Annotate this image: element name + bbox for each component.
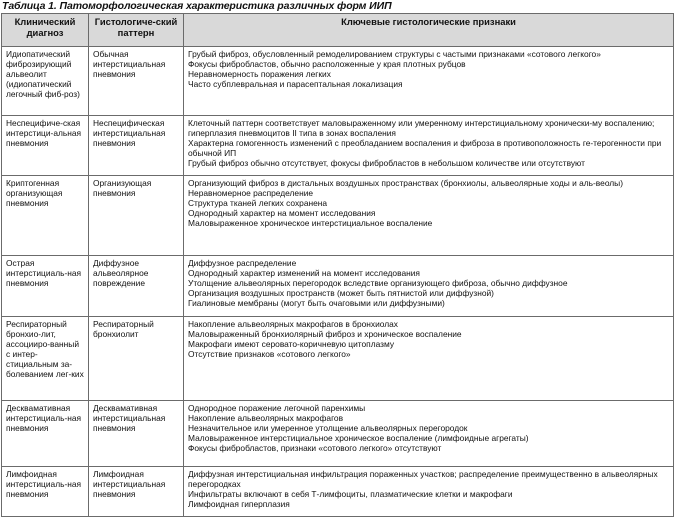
signs-cell (184, 116, 674, 176)
pattern-cell: Диффузное альвеолярное повреждение (89, 256, 184, 317)
sign-line: Структура тканей легких сохранена (188, 198, 328, 209)
sign-line: Организация воздушных пространств (может быть пятнистой или диффузной) (188, 288, 494, 299)
sign-line: Макрофаги имеют серовато-коричневую цитоплазму (188, 339, 395, 350)
sign-line: Однородный характер изменений на момент исследования (188, 268, 420, 279)
sign-line: Часто субплевральная и парасептальная локализация (188, 79, 403, 90)
sign-line: Диффузное распределение (188, 258, 297, 268)
diagnosis-cell: Идиопатический фиброзирующий альвеолит (идиопатический легочный фиб-роз) (2, 47, 89, 116)
table-row (2, 317, 674, 401)
diagnosis-cell: Десквамативная интерстициаль-ная пневмония (2, 401, 89, 467)
table-header-row (2, 14, 674, 47)
sign-line: Неравномерность поражения легких (188, 69, 331, 80)
sign-line: Накопление альвеолярных макрофагов в бронхиолах (188, 319, 398, 329)
signs-cell (184, 176, 674, 256)
sign-line: Маловыраженный бронхиолярный фиброз и хроническое воспаление (188, 329, 462, 340)
header-signs: Ключевые гистологические признаки (184, 14, 674, 47)
sign-line: Лимфоидная гиперплазия (188, 499, 290, 510)
pattern-cell: Неспецифическая интерстициальная пневмония (89, 116, 184, 176)
sign-line: Грубый фиброз, обусловленный ремоделированием структуры с частыми признаками «сотового легкого» (188, 49, 601, 59)
pattern-cell: Обычная интерстициальная пневмония (89, 47, 184, 116)
pattern-cell: Десквамативная интерстициальная пневмония (89, 401, 184, 467)
sign-line: Маловыраженное интерстициальное хроническое воспаление (лимфоидные агрегаты) (188, 433, 529, 444)
sign-line: Отсутствие признаков «сотового легкого» (188, 349, 351, 360)
sign-line: Незначительное или умеренное утолщение альвеолярных перегородок (188, 423, 468, 434)
sign-line: Неравномерное распределение (188, 188, 314, 199)
pattern-cell: Организующая пневмония (89, 176, 184, 256)
pattern-cell: Респираторный бронхиолит (89, 317, 184, 401)
diagnosis-cell: Респираторный бронхио-лит, ассоцииро-ванный с интер-стициальным за-болеванием лег-ких (2, 317, 89, 401)
sign-line: Накопление альвеолярных макрофагов (188, 413, 344, 424)
sign-line: Однородный характер на момент исследования (188, 208, 376, 219)
sign-line: Диффузная интерстициальная инфильтрация пораженных участков; распределение преимущественно в альвеолярных перегородках (188, 469, 658, 490)
table-row (2, 47, 674, 116)
sign-line: Клеточный паттерн соответствует маловыраженному или умеренному интерстициальному хронически-му воспалению; гиперплазия пневмоцитов II типа в зонах воспаления (188, 118, 655, 139)
signs-cell (184, 317, 674, 401)
sign-line: Фокусы фибробластов, обычно расположенные у края плотных рубцов (188, 59, 466, 70)
diagnosis-cell: Криптогенная организующая пневмония (2, 176, 89, 256)
table-row (2, 401, 674, 467)
table-row (2, 176, 674, 256)
sign-line: Маловыраженное хроническое интерстициальное воспаление (188, 218, 433, 229)
diagnosis-cell: Лимфоидная интерстициаль-ная пневмония (2, 467, 89, 517)
sign-line: Грубый фиброз обычно отсутствует, фокусы фибробластов в небольшом количестве или отсутствуют (188, 158, 585, 169)
signs-cell (184, 401, 674, 467)
sign-line: Гиалиновые мембраны (могут быть очаговыми или диффузными) (188, 298, 445, 309)
sign-line: Организующий фиброз в дистальных воздушных пространствах (бронхиолы, альвеолярные ходы и аль-веолы) (188, 178, 623, 188)
iip-table (1, 13, 674, 517)
pattern-cell: Лимфоидная интерстициальная пневмония (89, 467, 184, 517)
diagnosis-cell: Неспецифиче-ская интерстици-альная пневмония (2, 116, 89, 176)
signs-cell (184, 467, 674, 517)
sign-line: Характерна гомогенность изменений с преобладанием воспаления и фиброза в противоположность ге-терогенности при обычной ИП (188, 138, 662, 159)
table-caption: Таблица 1. Патоморфологическая характеристика различных форм ИИП (2, 0, 392, 12)
sign-line: Инфильтраты включают в себя Т-лимфоциты, плазматические клетки и макрофаги (188, 489, 513, 500)
sign-line: Фокусы фибробластов, признаки «сотового легкого» отсутствуют (188, 443, 442, 454)
diagnosis-cell: Острая интерстициаль-ная пневмония (2, 256, 89, 317)
signs-cell (184, 256, 674, 317)
table-row (2, 256, 674, 317)
signs-cell (184, 47, 674, 116)
header-pattern: Гистологиче-ский паттерн (89, 14, 184, 47)
table-row (2, 116, 674, 176)
sign-line: Однородное поражение легочной паренхимы (188, 403, 366, 413)
header-diagnosis: Клинический диагноз (2, 14, 89, 47)
table-row (2, 467, 674, 517)
sign-line: Утолщение альвеолярных перегородок вследствие организующего фиброза, обычно диффузное (188, 278, 568, 289)
